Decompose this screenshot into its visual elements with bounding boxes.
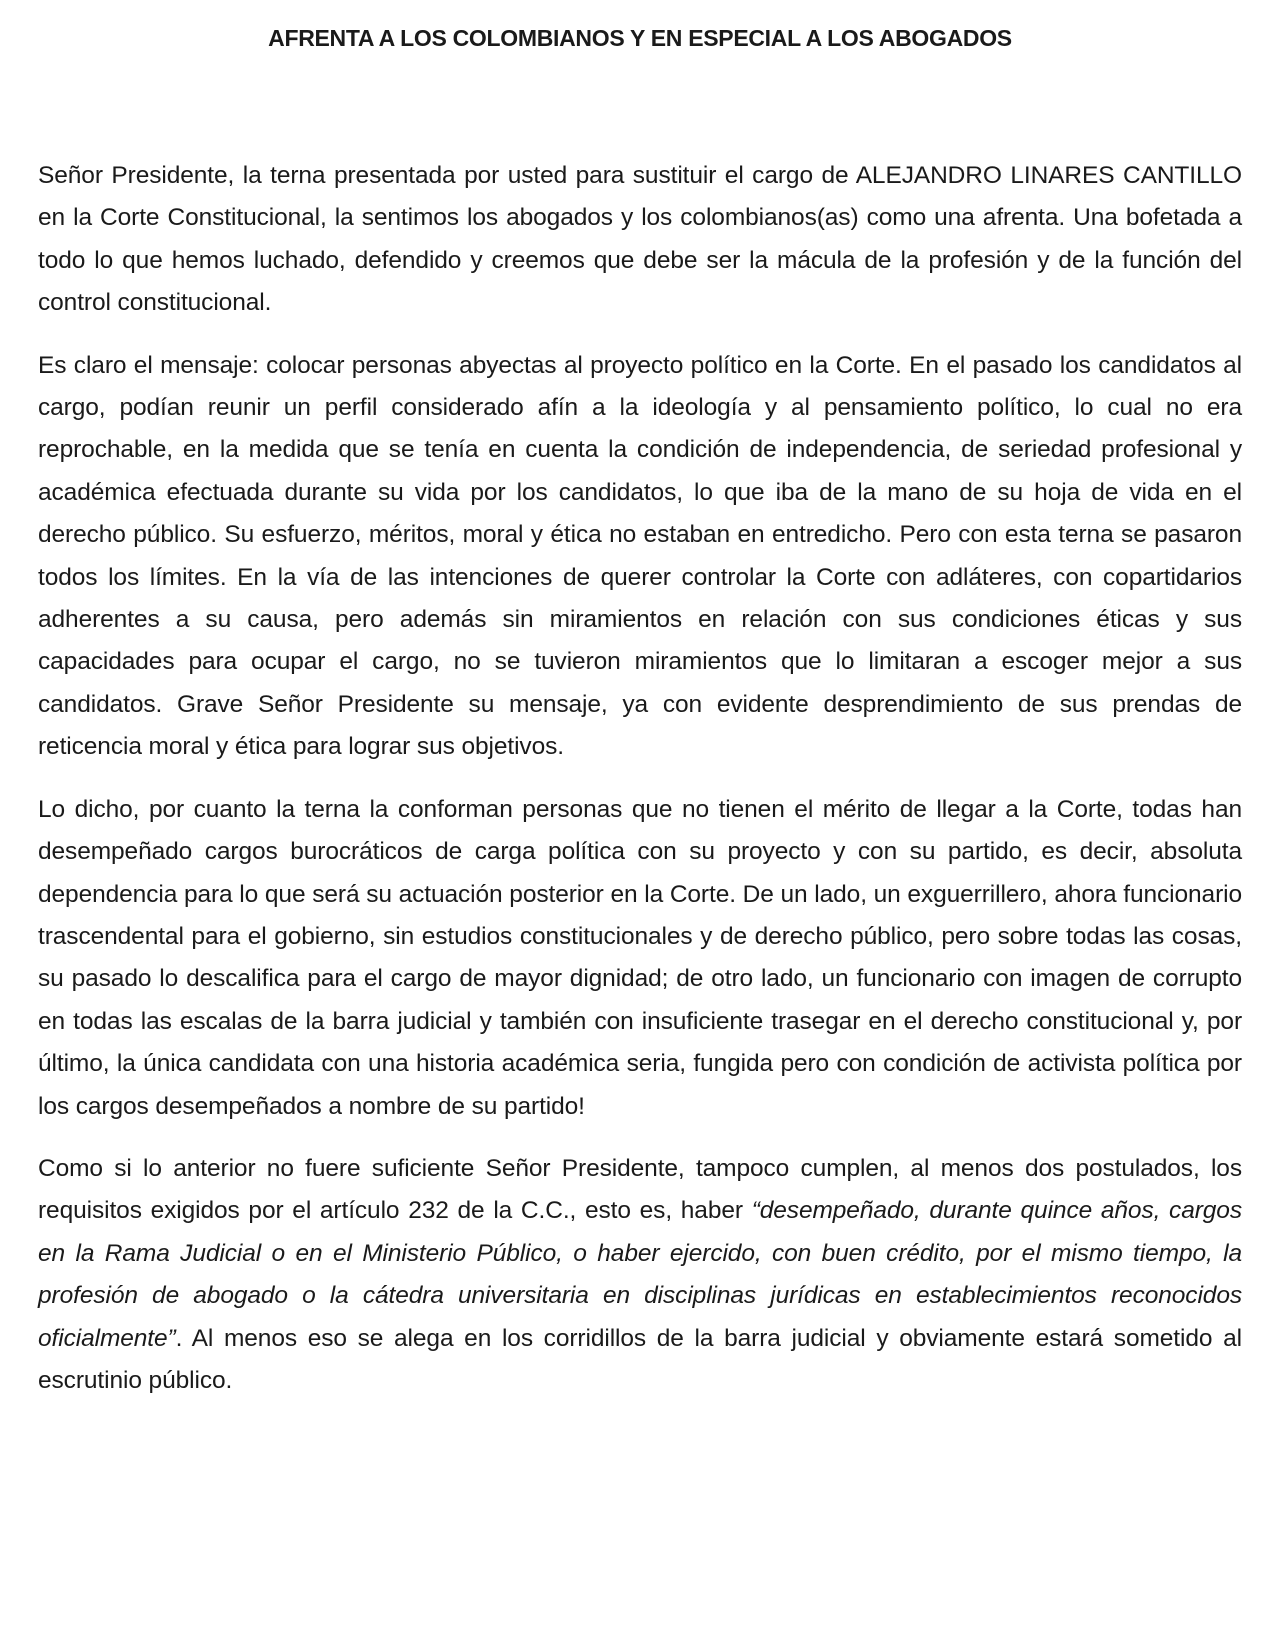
paragraph-1: Señor Presidente, la terna presentada por usted para sustituir el cargo de ALEJANDRO LINARES CANTILLO en la Corte Constitucional, la sentimos los abogados y los colombianos(as) como una afrenta. Una bofetada a todo lo que hemos luchado, defendido y creemos que debe ser la mácula de la profesión y de la función del control constitucional.: [38, 162, 1242, 317]
document-title: AFRENTA A LOS COLOMBIANOS Y EN ESPECIAL A LOS ABOGADOS: [268, 25, 1012, 51]
paragraph-4-lead: Como si lo anterior no fuere suficiente Señor Presidente, tampoco cumplen, al menos dos postulados, los requisitos exigidos por el artículo 232 de la C.C., esto es, haber: [38, 1154, 1242, 1225]
paragraph-3: Lo dicho, por cuanto la terna la conforman personas que no tienen el mérito de llegar a la Corte, todas han desempeñado cargos burocráticos de carga política con su proyecto y con su partido, es decir, absoluta dependencia para lo que será su actuación posterior en la Corte. De un lado, un exguerrillero, ahora funcionario trascendental para el gobierno, sin estudios constitucionales y de derecho público, pero sobre todas las cosas, su pasado lo descalifica para el cargo de mayor dignidad; de otro lado, un funcionario con imagen de corrupto en todas las escalas de la barra judicial y también con insuficiente trasegar en el derecho constitucional y, por último, la única candidata con una historia académica seria, fungida pero con condición de activista política por los cargos desempeñados a nombre de su partido!: [38, 795, 1242, 1120]
paragraph-2: Es claro el mensaje: colocar personas abyectas al proyecto político en la Corte. En el pasado los candidatos al cargo, podían reunir un perfil considerado afín a la ideología y al pensamiento político, lo cual no era reprochable, en la medida que se tenía en cuenta la condición de independencia, de seriedad profesional y académica efectuada durante su vida por los candidatos, lo que iba de la mano de su hoja de vida en el derecho público. Su esfuerzo, méritos, moral y ética no estaban en entredicho. Pero con esta terna se pasaron todos los límites. En la vía de las intenciones de querer controlar la Corte con adláteres, con copartidarios adherentes a su causa, pero además sin miramientos en relación con sus condiciones éticas y sus capacidades para ocupar el cargo, no se tuvieron miramientos que lo limitaran a escoger mejor a sus candidatos. Grave Señor Presidente su mensaje, ya con evidente desprendimiento de sus prendas de reticencia moral y ética para lograr sus objetivos.: [38, 351, 1242, 761]
constitution-article-quote: “desempeñado, durante quince años, cargos en la Rama Judicial o en el Ministerio Público, o haber ejercido, con buen crédito, por el mismo tiempo, la profesión de abogado o la cátedra universitaria en disciplinas jurídicas en establecimientos reconocidos oficialmente”: [38, 1197, 1242, 1352]
paragraph-4-tail: . Al menos eso se alega en los corridillos de la barra judicial y obviamente estará sometido al escrutinio público.: [38, 1324, 1242, 1394]
document-body: [38, 155, 1242, 1402]
document-page: [38, 0, 1242, 1422]
paragraph-4: [38, 1148, 1242, 1402]
